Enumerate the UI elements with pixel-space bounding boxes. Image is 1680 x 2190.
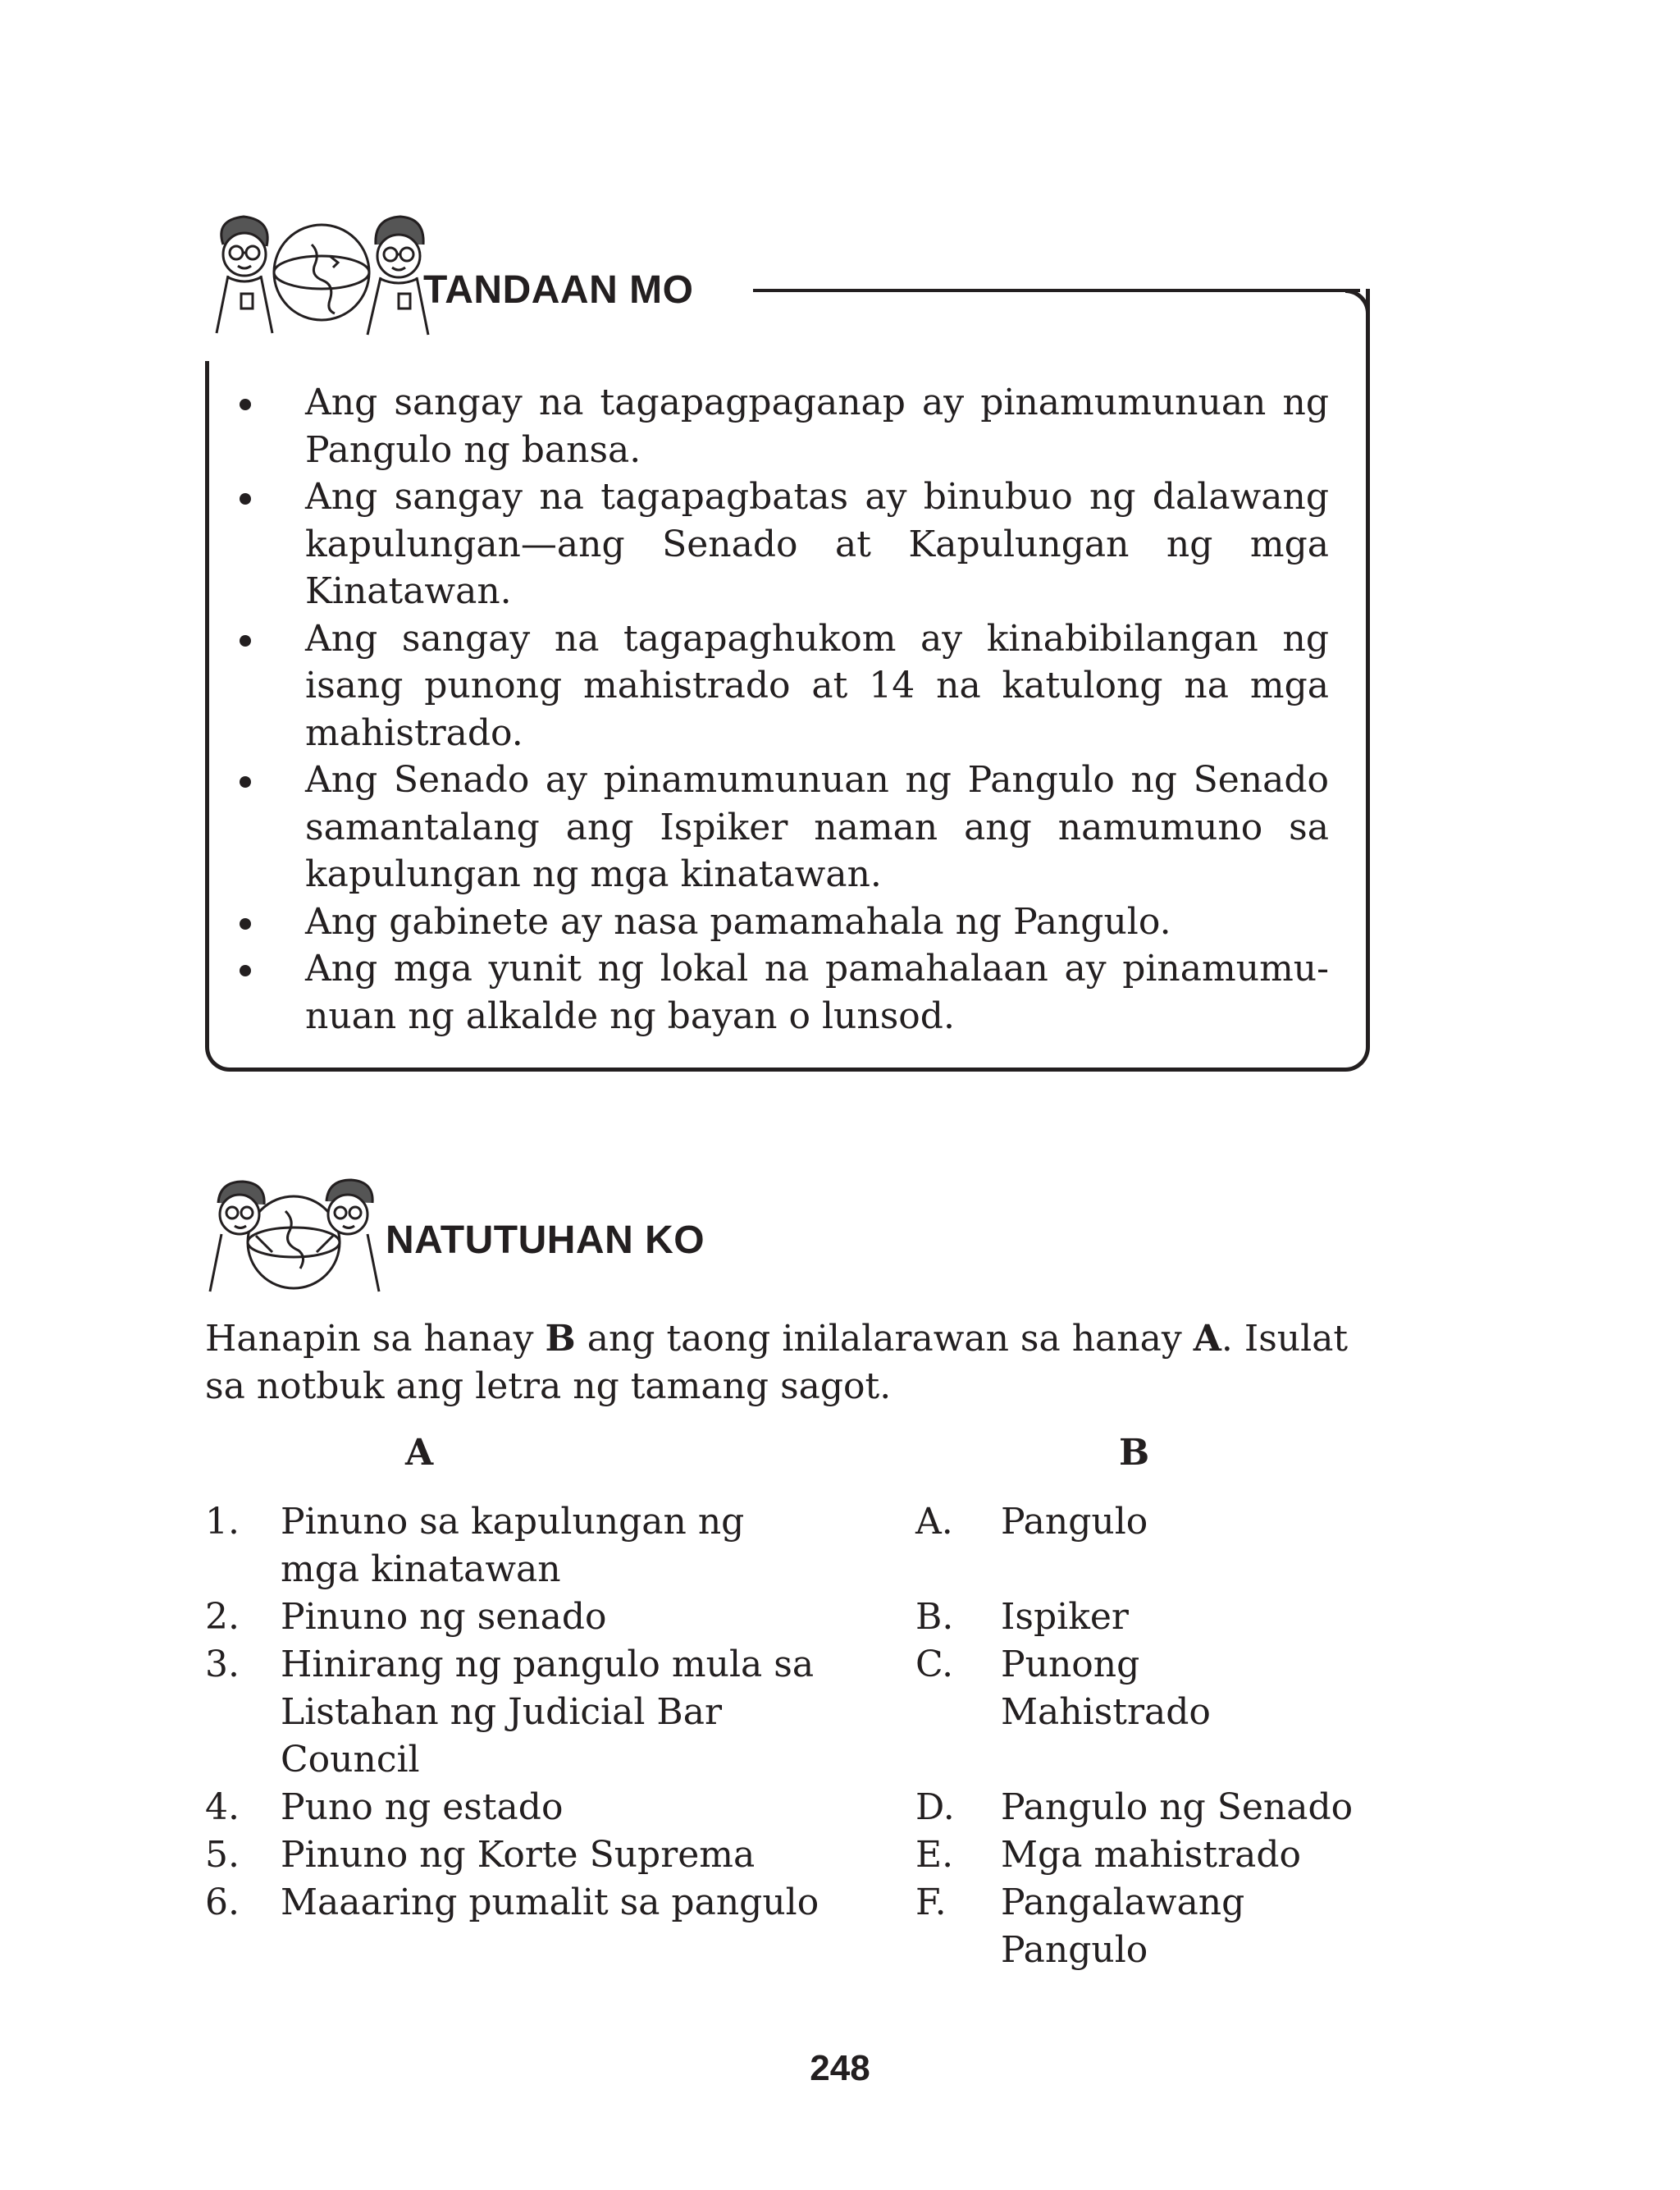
bullet-icon <box>240 918 251 930</box>
column-b-label: B <box>1119 1432 1150 1474</box>
students-holding-globe-icon <box>203 1178 384 1295</box>
bullet-icon <box>240 776 251 788</box>
list-item: Ang gabinete ay nasa pamamahala ng Pangulo. <box>230 898 1329 946</box>
natutuhan-heading: NATUTUHAN KO <box>386 1218 705 1262</box>
bullet-icon <box>240 965 251 976</box>
list-item: Ang Senado ay pinamumunuan ng Pangulo ng Senado samantalang ang Ispiker naman ang namumuno sa kapulungan ng mga kinatawan. <box>230 757 1329 898</box>
instructions: Hanapin sa hanay B ang taong inilalarawan sa hanay A. Isulat sa notbuk ang letra ng tamang sagot. <box>205 1318 1349 1407</box>
bullet-icon <box>240 635 251 647</box>
list-item: Ang sangay na tagapagpaganap ay pinamumunuan ng Pangulo ng bansa. <box>230 379 1329 473</box>
tandaan-heading: TANDAAN MO <box>423 268 694 312</box>
bullet-icon <box>240 493 251 505</box>
list-item: Ang sangay na tagapagbatas ay binubuo ng dalawang kapulungan—ang Senado at Kapulungan ng mga Kinatawan. <box>230 473 1329 615</box>
summary-list <box>230 379 1329 1040</box>
list-item: Ang mga yunit ng lokal na pamahalaan ay pinamumu-nuan ng alkalde ng bayan o lunsod. <box>230 945 1329 1040</box>
list-item: Ang sangay na tagapaghukom ay kinabibilangan ng isang punong mahistrado at 14 na katulong na mga mahistrado. <box>230 615 1329 757</box>
bullet-icon <box>240 399 251 410</box>
page-number: 248 <box>810 2048 870 2088</box>
column-a-label: A <box>405 1432 434 1474</box>
